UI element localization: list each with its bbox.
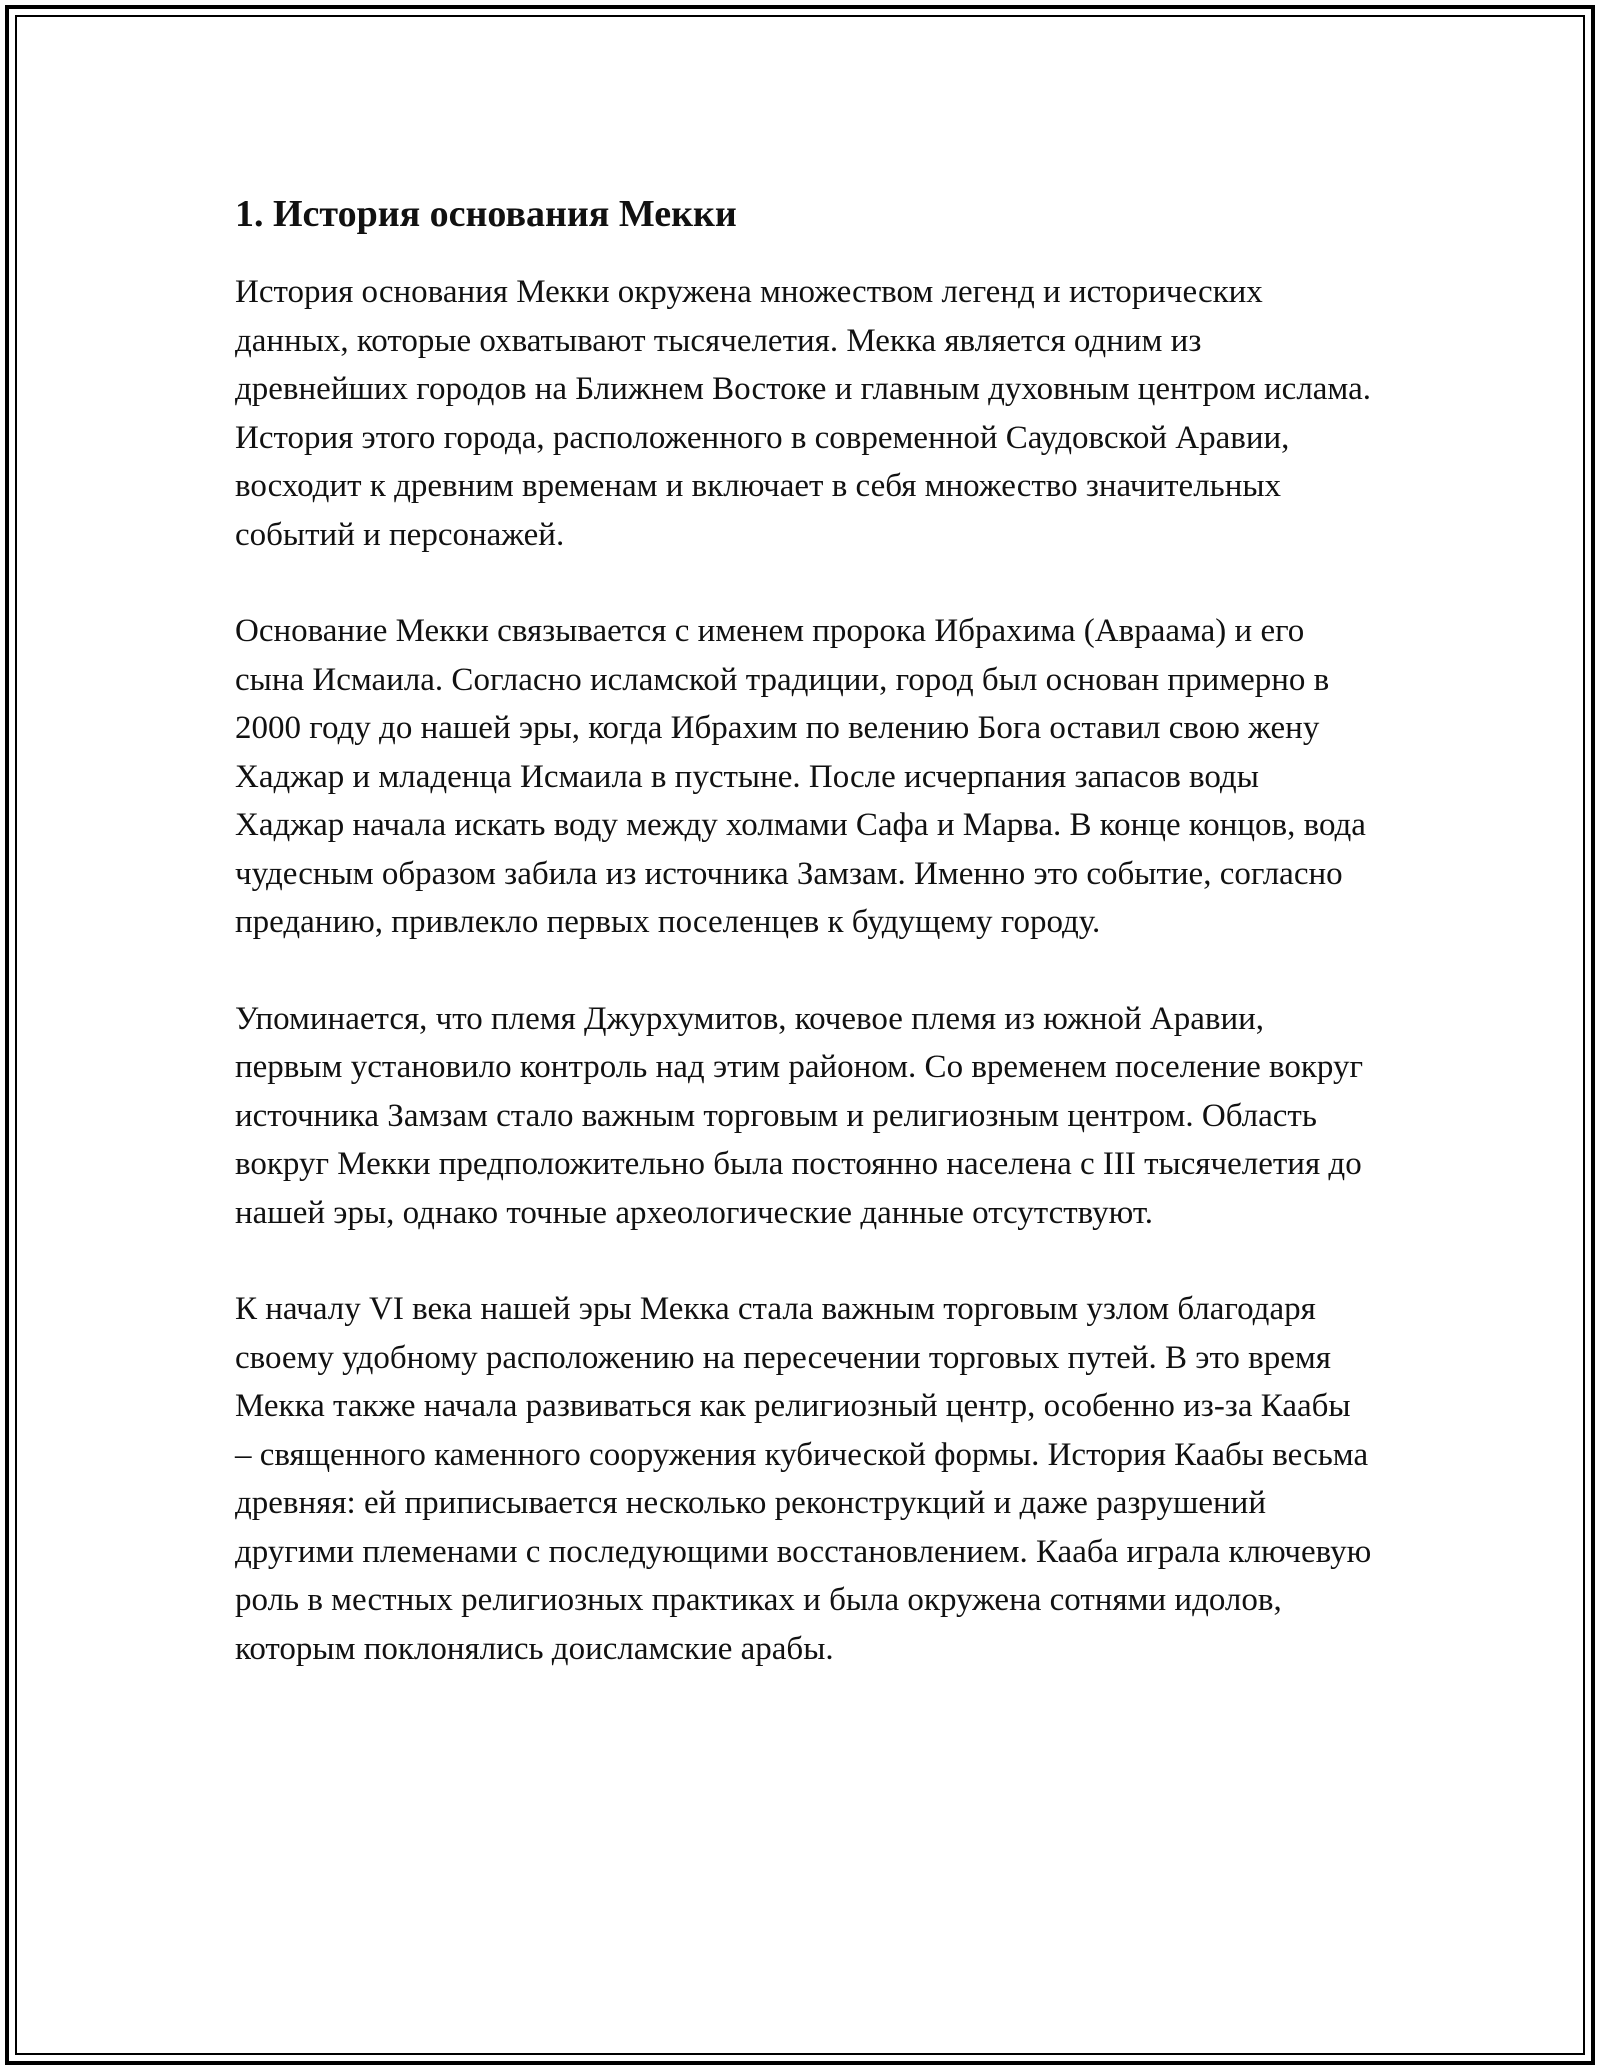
section-title: 1. История основания Мекки (235, 193, 737, 235)
paragraph-2: Основание Мекки связывается с именем пророка Ибрахима (Авраама) и его сына Исмаила. Согласно исламской традиции, город был основан примерно в 2000 году до нашей эры, когда Ибрахим по велению Бога оставил свою жену Хаджар и младенца Исмаила в пустыне. После исчерпания запасов воды Хаджар начала искать воду между холмами Сафа и Марва. В конце концов, вода чудесным образом забила из источника Замзам. Именно это событие, согласно преданию, привлекло первых поселенцев к будущему городу. (235, 613, 1366, 940)
paragraph-1: История основания Мекки окружена множеством легенд и исторических данных, которые охватывают тысячелетия. Мекка является одним из древнейших городов на Ближнем Востоке и главным духовным центром ислама. История этого города, расположенного в современной Саудовской Аравии, восходит к древним временам и включает в себя множество значительных событий и персонажей. (235, 274, 1371, 553)
document-body (235, 186, 1375, 1721)
paragraph-3: Упоминается, что племя Джурхумитов, кочевое племя из южной Аравии, первым установило контроль над этим районом. Со временем поселение вокруг источника Замзам стало важным торговым и религиозным центром. Область вокруг Мекки предположительно была постоянно населена с III тысячелетия до нашей эры, однако точные археологические данные отсутствуют. (235, 1000, 1364, 1231)
paragraph-4: К началу VI века нашей эры Мекка стала важным торговым узлом благодаря своему удобному расположению на пересечении торговых путей. В это время Мекка также начала развиваться как религиозный центр, особенно из-за Каабы – священного каменного сооружения кубической формы. История Каабы весьма древняя: ей приписывается несколько реконструкций и даже разрушений другими племенами с последующими восстановлением. Кааба играла ключевую роль в местных религиозных практиках и была окружена сотнями идолов, которым поклонялись доисламские арабы. (235, 1291, 1372, 1667)
